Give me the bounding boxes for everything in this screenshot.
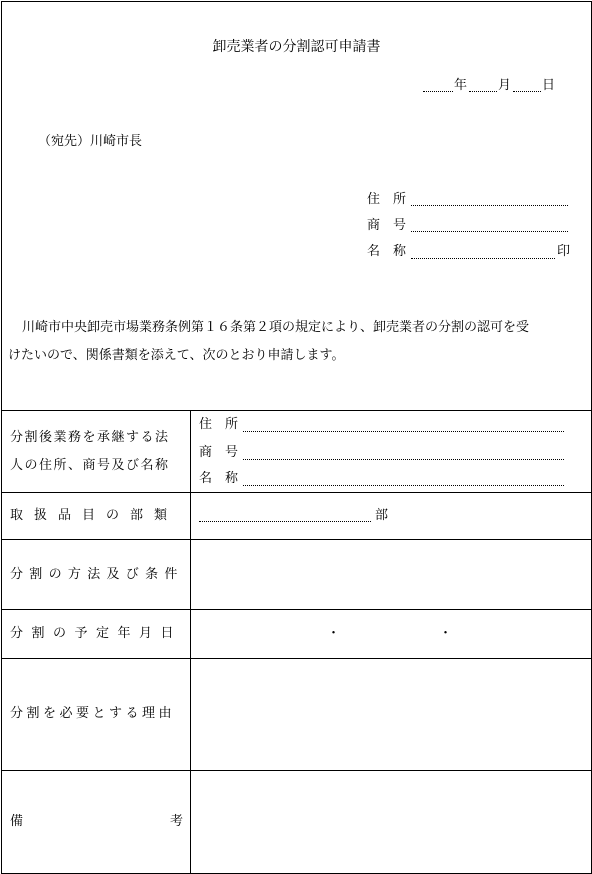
body-text-line2: けたいので、関係書類を添えて、次のとおり申請します。 [8, 348, 345, 363]
row4-label: 分割の予定年月日 [10, 626, 183, 641]
row1-label-line1: 分割後業務を承継する法 [10, 430, 170, 445]
applicant-name-label: 名 称 [367, 244, 407, 259]
row6-label-right: 考 [170, 814, 184, 829]
applicant-trade-name-label: 商 号 [367, 218, 407, 233]
row1-address-label: 住 所 [199, 417, 239, 432]
applicant-name-field[interactable] [411, 258, 555, 259]
row3-value-cell[interactable] [191, 540, 591, 609]
row1-name-label: 名 称 [199, 471, 239, 486]
year-label: 年 [454, 78, 468, 93]
row2-category-field[interactable] [199, 521, 371, 522]
row6-value-cell[interactable] [191, 771, 591, 873]
month-label: 月 [498, 78, 512, 93]
seal-mark: 印 [557, 244, 571, 259]
row2-label: 取扱品目の部類 [10, 508, 179, 523]
row2-suffix: 部 [375, 508, 389, 523]
application-form [1, 1, 592, 874]
row1-address-field[interactable] [243, 431, 564, 432]
row4-separator-1: ・ [327, 626, 341, 641]
year-field[interactable] [423, 91, 453, 92]
table-top-border [2, 410, 591, 411]
row3-label: 分割の方法及び条件 [10, 567, 184, 582]
form-title: 卸売業者の分割認可申請書 [212, 39, 381, 55]
applicant-address-field[interactable] [411, 205, 568, 206]
row1-label-line2: 人の住所、商号及び名称 [10, 458, 170, 473]
addressee: （宛先）川崎市長 [38, 134, 143, 149]
row-divider-1 [2, 492, 591, 493]
day-field[interactable] [513, 91, 541, 92]
row5-value-cell[interactable] [191, 659, 591, 770]
row1-trade-name-field[interactable] [243, 459, 564, 460]
applicant-trade-name-field[interactable] [411, 231, 568, 232]
month-field[interactable] [469, 91, 497, 92]
row1-trade-name-label: 商 号 [199, 445, 239, 460]
body-text-line1: 川崎市中央卸売市場業務条例第１６条第２項の規定により、卸売業者の分割の認可を受 [22, 320, 530, 335]
row4-separator-2: ・ [439, 626, 453, 641]
row6-label-left: 備 [10, 814, 24, 829]
row1-name-field[interactable] [243, 485, 564, 486]
row4-value-cell[interactable] [191, 610, 591, 658]
applicant-address-label: 住 所 [367, 192, 407, 207]
row5-label: 分割を必要とする理由 [10, 706, 176, 721]
day-label: 日 [542, 78, 556, 93]
